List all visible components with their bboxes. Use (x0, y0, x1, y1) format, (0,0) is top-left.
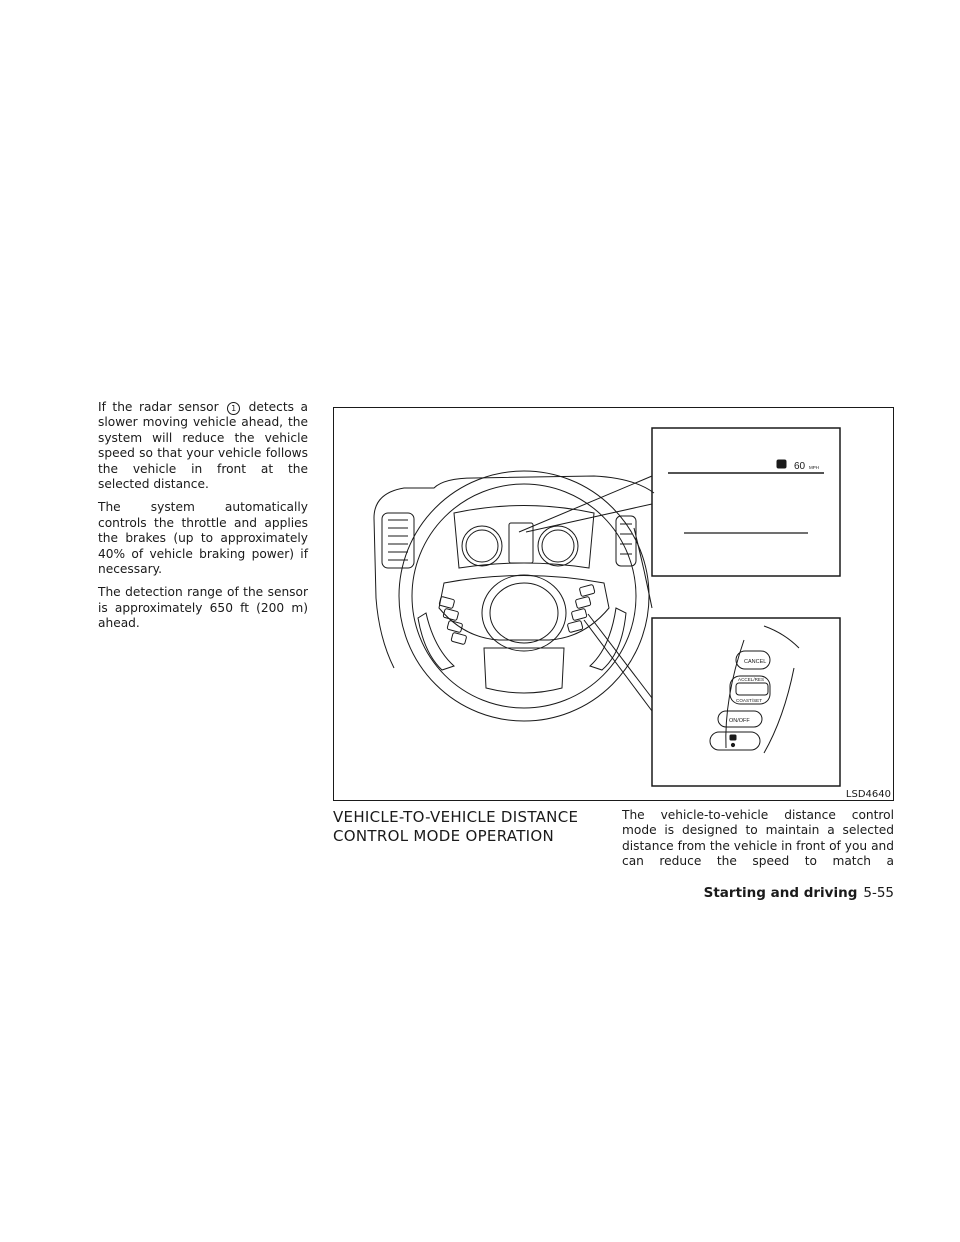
paragraph-radar-sensor-rest: detects a slower moving vehicle ahead, the system will reduce the vehicle speed so that your vehicle follows the vehicle in front at the selected distance. (98, 400, 309, 492)
illustration-drawing (334, 408, 895, 802)
section-paragraph: The vehicle-to-vehicle distance control mode is designed to maintain a selected distance from the vehicle in front of you and can reduce the speed to match a (622, 808, 894, 869)
figure-id: LSD4640 (845, 789, 891, 800)
paragraph-detection-range: The detection range of the sensor is approximately 650 ft (200 m) ahead. (98, 585, 308, 631)
paragraph-radar-sensor (98, 400, 308, 492)
section-heading-line1: VEHICLE-TO-VEHICLE DISTANCE (333, 808, 579, 826)
paragraph-radar-sensor-start: If the radar sensor (98, 400, 219, 414)
callout-1-icon: 1 (227, 402, 240, 415)
left-column-text (98, 400, 308, 640)
paragraph-throttle-brakes: The system automatically controls the throttle and applies the brakes (up to approximately 40% of vehicle braking power) if necessary. (98, 500, 308, 577)
section-heading (333, 808, 603, 846)
display-speed-value: 60 (794, 461, 806, 472)
page-footer (700, 885, 894, 901)
on-off-switch-label: ON/OFF (729, 718, 750, 724)
footer-section-title: Starting and driving (703, 885, 858, 901)
footer-page-number: 5-55 (863, 885, 894, 901)
cancel-switch-label: CANCEL (744, 659, 767, 665)
steering-wheel-illustration (333, 407, 894, 801)
display-speed-unit: MPH (809, 465, 819, 470)
coast-set-switch-label: COAST/SET (736, 698, 763, 703)
section-heading-line2: CONTROL MODE OPERATION (333, 827, 555, 845)
accel-res-switch-label: ACCEL/RES (738, 677, 765, 682)
